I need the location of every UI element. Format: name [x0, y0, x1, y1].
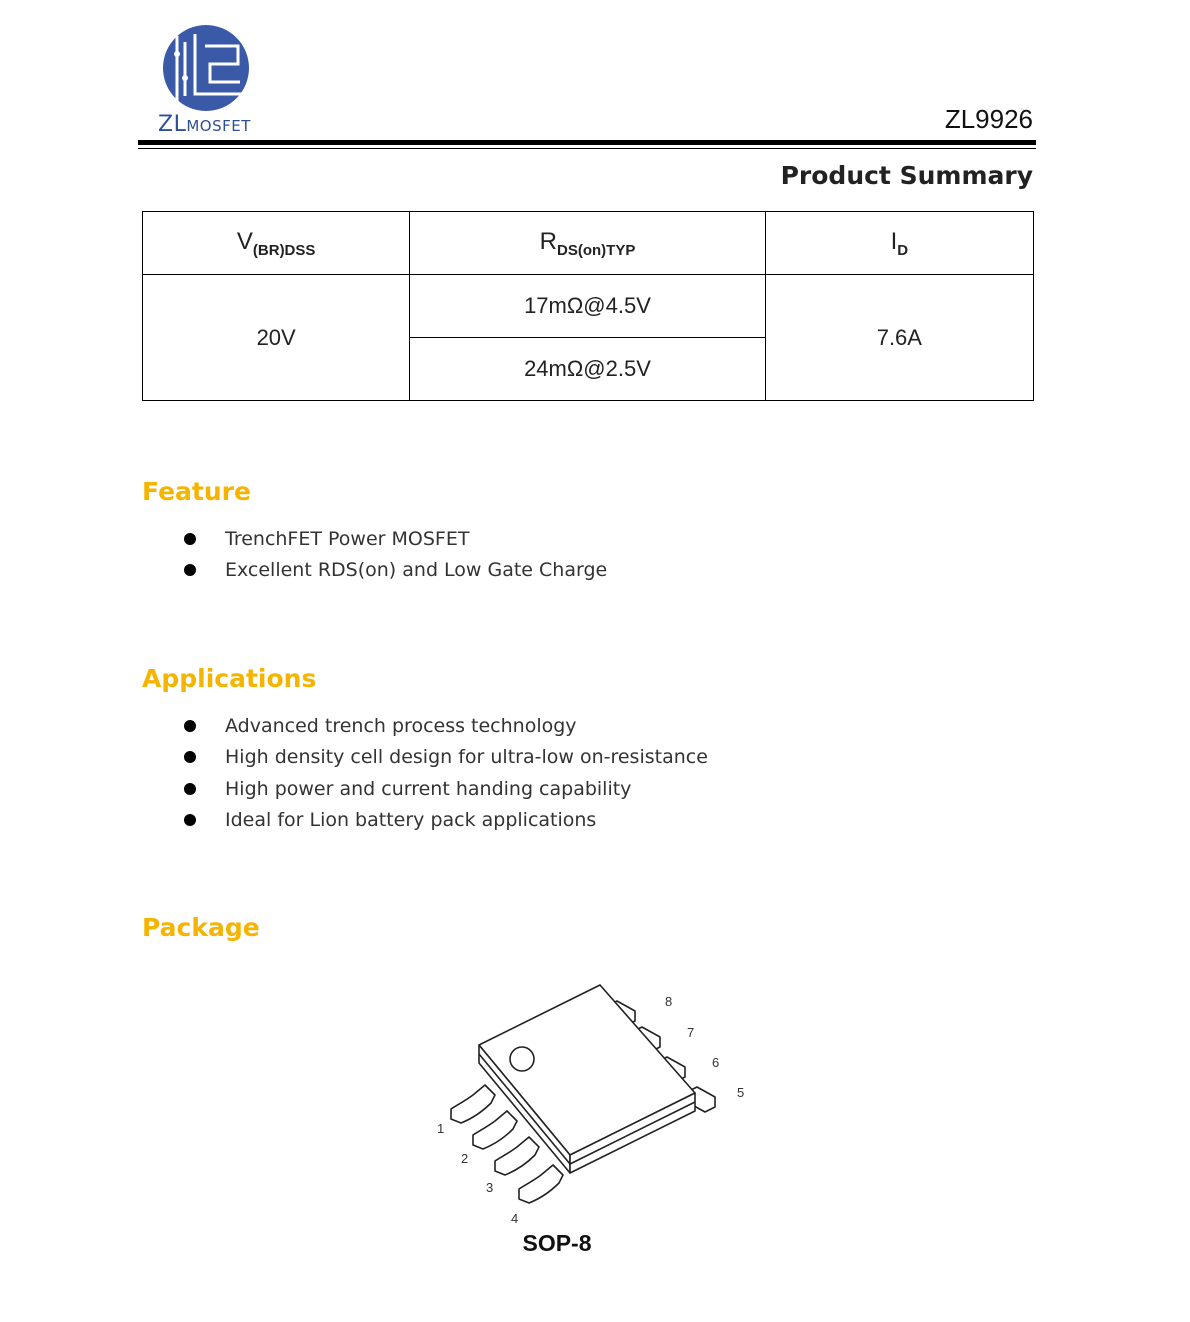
pin-label-3: 3	[486, 1180, 494, 1195]
pin-label-7: 7	[687, 1025, 695, 1040]
sop8-package-drawing	[425, 975, 765, 1255]
pin-label-2: 2	[461, 1151, 469, 1166]
value-id: 7.6A	[765, 275, 1033, 401]
applications-title: Applications	[142, 664, 317, 693]
header-vbrdss: $V_{(BR)DSS}$	[143, 212, 410, 275]
list-item: Ideal for Lion battery pack applications	[180, 805, 708, 836]
list-item: TrenchFET Power MOSFET	[180, 524, 607, 555]
bullet-icon	[184, 533, 196, 545]
header-rdson: $R_{DS(on)TYP}$	[410, 212, 765, 275]
header-id: $I_D$	[765, 212, 1033, 275]
list-item: Advanced trench process technology	[180, 711, 708, 742]
bullet-icon	[184, 564, 196, 576]
feature-list	[180, 524, 607, 587]
pin-label-6: 6	[712, 1055, 720, 1070]
header-rule-thin	[138, 148, 1036, 149]
product-summary-title: Product Summary	[780, 161, 1033, 190]
bullet-icon	[184, 720, 196, 732]
pin-label-8: 8	[665, 994, 673, 1009]
list-item: High power and current handing capability	[180, 774, 708, 805]
package-title: Package	[142, 913, 260, 942]
value-rdson-2v5: 24mΩ@2.5V	[410, 338, 765, 401]
feature-title: Feature	[142, 477, 251, 506]
part-number: ZL9926	[944, 104, 1033, 134]
value-vbrdss: 20V	[143, 275, 410, 401]
pin-label-5: 5	[737, 1085, 745, 1100]
bullet-icon	[184, 783, 196, 795]
value-rdson-4v5: 17mΩ@4.5V	[410, 275, 765, 338]
pin-label-1: 1	[437, 1121, 445, 1136]
product-summary-table	[142, 211, 1034, 401]
logo-wordmark: ZLMOSFET	[158, 112, 251, 137]
pin-label-4: 4	[511, 1211, 519, 1226]
list-item: Excellent RDS(on) and Low Gate Charge	[180, 555, 607, 586]
bullet-icon	[184, 814, 196, 826]
bullet-icon	[184, 751, 196, 763]
list-item: High density cell design for ultra-low on-resistance	[180, 742, 708, 773]
applications-list	[180, 711, 708, 836]
package-label: SOP-8	[522, 1230, 592, 1256]
header-rule-thick	[138, 140, 1036, 145]
